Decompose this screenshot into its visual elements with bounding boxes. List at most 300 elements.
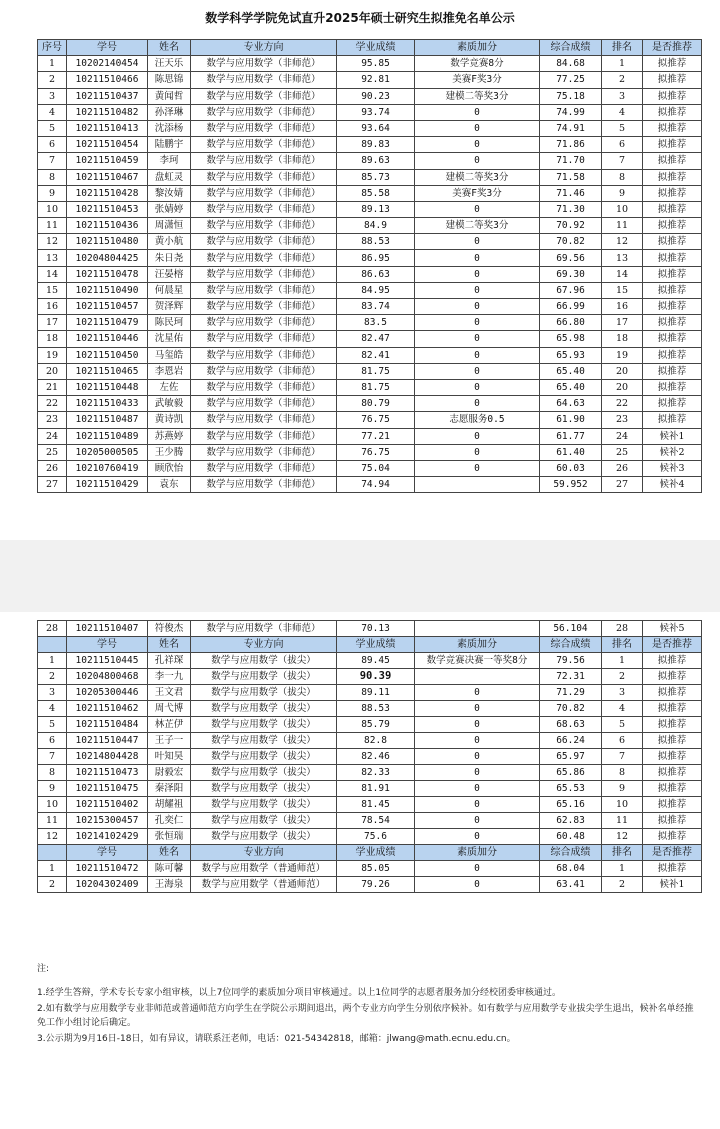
score-cell: 85.58 xyxy=(337,185,415,201)
bonus-cell: 0 xyxy=(415,120,540,136)
major-cell: 数学与应用数学（非师范） xyxy=(191,315,337,331)
header-cell: 是否推荐 xyxy=(643,40,702,56)
total-cell: 65.16 xyxy=(540,797,602,813)
table-row xyxy=(38,653,702,669)
status-cell: 拟推荐 xyxy=(643,56,702,72)
total-cell: 71.86 xyxy=(540,137,602,153)
score-cell: 75.6 xyxy=(337,829,415,845)
table-row xyxy=(38,733,702,749)
total-cell: 61.90 xyxy=(540,412,602,428)
status-cell: 拟推荐 xyxy=(643,266,702,282)
name-cell: 叶知昊 xyxy=(148,749,191,765)
seq-cell: 1 xyxy=(38,861,67,877)
notes-section xyxy=(37,962,697,1048)
name-cell: 周潇恒 xyxy=(148,218,191,234)
major-cell: 数学与应用数学（拔尖） xyxy=(191,701,337,717)
name-cell: 周弋博 xyxy=(148,701,191,717)
total-cell: 71.58 xyxy=(540,169,602,185)
major-cell: 数学与应用数学（非师范） xyxy=(191,88,337,104)
table-row xyxy=(38,282,702,298)
status-cell: 拟推荐 xyxy=(643,218,702,234)
id-cell: 10204302409 xyxy=(67,877,148,893)
name-cell: 汪晏榕 xyxy=(148,266,191,282)
status-cell: 拟推荐 xyxy=(643,733,702,749)
seq-cell: 12 xyxy=(38,829,67,845)
id-cell: 10211510436 xyxy=(67,218,148,234)
rank-cell: 25 xyxy=(602,444,643,460)
rank-cell: 14 xyxy=(602,266,643,282)
name-cell: 汪天乐 xyxy=(148,56,191,72)
seq-cell: 11 xyxy=(38,813,67,829)
bonus-cell: 0 xyxy=(415,685,540,701)
score-cell: 92.81 xyxy=(337,72,415,88)
total-cell: 68.04 xyxy=(540,861,602,877)
status-cell: 拟推荐 xyxy=(643,412,702,428)
name-cell: 朱日尧 xyxy=(148,250,191,266)
name-cell: 符俊杰 xyxy=(148,621,191,637)
name-cell: 秦泽阳 xyxy=(148,781,191,797)
total-cell: 77.25 xyxy=(540,72,602,88)
table-row xyxy=(38,669,702,685)
total-cell: 60.03 xyxy=(540,460,602,476)
total-cell: 65.40 xyxy=(540,363,602,379)
seq-cell: 14 xyxy=(38,266,67,282)
header-cell: 素质加分 xyxy=(415,637,540,653)
major-cell: 数学与应用数学（非师范） xyxy=(191,396,337,412)
table-row xyxy=(38,56,702,72)
status-cell: 拟推荐 xyxy=(643,234,702,250)
name-cell: 尉毅宏 xyxy=(148,765,191,781)
seq-cell: 10 xyxy=(38,201,67,217)
bonus-cell: 美赛F奖3分 xyxy=(415,72,540,88)
total-cell: 61.40 xyxy=(540,444,602,460)
major-cell: 数学与应用数学（非师范） xyxy=(191,428,337,444)
id-cell: 10211510433 xyxy=(67,396,148,412)
name-cell: 林芷伊 xyxy=(148,717,191,733)
score-cell: 81.45 xyxy=(337,797,415,813)
header-cell: 综合成绩 xyxy=(540,40,602,56)
name-cell: 胡耀祖 xyxy=(148,797,191,813)
major-cell: 数学与应用数学（非师范） xyxy=(191,72,337,88)
table-row xyxy=(38,685,702,701)
bonus-cell: 0 xyxy=(415,282,540,298)
bonus-cell: 建模二等奖3分 xyxy=(415,169,540,185)
seq-cell: 27 xyxy=(38,477,67,493)
id-cell: 10211510465 xyxy=(67,363,148,379)
score-cell: 85.73 xyxy=(337,169,415,185)
name-cell: 左佐 xyxy=(148,379,191,395)
rank-cell: 1 xyxy=(602,653,643,669)
total-cell: 61.77 xyxy=(540,428,602,444)
seq-cell: 23 xyxy=(38,412,67,428)
name-cell: 何晨星 xyxy=(148,282,191,298)
total-cell: 70.92 xyxy=(540,218,602,234)
major-cell: 数学与应用数学（普通师范） xyxy=(191,861,337,877)
rank-cell: 28 xyxy=(602,621,643,637)
table-row xyxy=(38,104,702,120)
seq-cell: 3 xyxy=(38,88,67,104)
bonus-cell xyxy=(415,669,540,685)
rank-cell: 17 xyxy=(602,315,643,331)
table-row xyxy=(38,621,702,637)
header-cell: 是否推荐 xyxy=(643,637,702,653)
name-cell: 陈可馨 xyxy=(148,861,191,877)
header-row xyxy=(38,637,702,653)
header-cell: 学号 xyxy=(67,845,148,861)
bonus-cell: 0 xyxy=(415,299,540,315)
bonus-cell: 志愿服务0.5 xyxy=(415,412,540,428)
seq-cell: 1 xyxy=(38,653,67,669)
bonus-cell: 0 xyxy=(415,877,540,893)
id-cell: 10214102429 xyxy=(67,829,148,845)
id-cell: 10211510489 xyxy=(67,428,148,444)
name-cell: 李珂 xyxy=(148,153,191,169)
total-cell: 68.63 xyxy=(540,717,602,733)
rank-cell: 2 xyxy=(602,72,643,88)
major-cell: 数学与应用数学（拔尖） xyxy=(191,685,337,701)
seq-cell: 7 xyxy=(38,749,67,765)
id-cell: 10205300446 xyxy=(67,685,148,701)
name-cell: 黄小航 xyxy=(148,234,191,250)
id-cell: 10211510429 xyxy=(67,477,148,493)
major-cell: 数学与应用数学（拔尖） xyxy=(191,717,337,733)
total-cell: 71.46 xyxy=(540,185,602,201)
rank-cell: 5 xyxy=(602,120,643,136)
header-cell: 序号 xyxy=(38,40,67,56)
score-cell: 85.05 xyxy=(337,861,415,877)
score-cell: 89.83 xyxy=(337,137,415,153)
id-cell: 10211510466 xyxy=(67,72,148,88)
table-row xyxy=(38,701,702,717)
seq-cell: 9 xyxy=(38,185,67,201)
status-cell: 拟推荐 xyxy=(643,137,702,153)
name-cell: 武敏毅 xyxy=(148,396,191,412)
score-cell: 81.91 xyxy=(337,781,415,797)
seq-cell: 5 xyxy=(38,717,67,733)
status-cell: 候补2 xyxy=(643,444,702,460)
header-cell: 姓名 xyxy=(148,40,191,56)
table-row xyxy=(38,477,702,493)
table-non-normal xyxy=(37,39,702,493)
rank-cell: 8 xyxy=(602,765,643,781)
bonus-cell: 0 xyxy=(415,347,540,363)
header-cell: 姓名 xyxy=(148,845,191,861)
seq-cell: 2 xyxy=(38,72,67,88)
major-cell: 数学与应用数学（非师范） xyxy=(191,201,337,217)
score-cell: 82.33 xyxy=(337,765,415,781)
major-cell: 数学与应用数学（非师范） xyxy=(191,444,337,460)
major-cell: 数学与应用数学（非师范） xyxy=(191,460,337,476)
bonus-cell: 0 xyxy=(415,733,540,749)
major-cell: 数学与应用数学（非师范） xyxy=(191,104,337,120)
id-cell: 10211510482 xyxy=(67,104,148,120)
score-cell: 88.53 xyxy=(337,701,415,717)
status-cell: 候补4 xyxy=(643,477,702,493)
bonus-cell: 0 xyxy=(415,363,540,379)
total-cell: 75.18 xyxy=(540,88,602,104)
id-cell: 10211510454 xyxy=(67,137,148,153)
major-cell: 数学与应用数学（拔尖） xyxy=(191,653,337,669)
name-cell: 孔祥琛 xyxy=(148,653,191,669)
id-cell: 10204800468 xyxy=(67,669,148,685)
header-cell: 姓名 xyxy=(148,637,191,653)
page-gap xyxy=(0,540,720,612)
total-cell: 59.952 xyxy=(540,477,602,493)
name-cell: 陈思锦 xyxy=(148,72,191,88)
total-cell: 67.96 xyxy=(540,282,602,298)
rank-cell: 11 xyxy=(602,813,643,829)
table-row xyxy=(38,218,702,234)
seq-cell: 8 xyxy=(38,169,67,185)
table-row xyxy=(38,363,702,379)
bonus-cell: 0 xyxy=(415,428,540,444)
total-cell: 70.82 xyxy=(540,234,602,250)
note-item-1: 1.经学生答辩，学术专长专家小组审核，以上7位同学的素质加分项目审核通过。以上1位同学的志愿者服务加分经校团委审核通过。 xyxy=(37,988,562,998)
table-row xyxy=(38,266,702,282)
major-cell: 数学与应用数学（拔尖） xyxy=(191,733,337,749)
seq-cell: 11 xyxy=(38,218,67,234)
seq-cell: 18 xyxy=(38,331,67,347)
id-cell: 10211510480 xyxy=(67,234,148,250)
name-cell: 张恒瑞 xyxy=(148,829,191,845)
status-cell: 拟推荐 xyxy=(643,315,702,331)
table-row xyxy=(38,428,702,444)
name-cell: 黄诗凯 xyxy=(148,412,191,428)
seq-cell: 2 xyxy=(38,669,67,685)
page-two xyxy=(0,612,720,1129)
table-row xyxy=(38,185,702,201)
bonus-cell: 0 xyxy=(415,861,540,877)
status-cell: 拟推荐 xyxy=(643,153,702,169)
score-cell: 82.46 xyxy=(337,749,415,765)
id-cell: 10211510490 xyxy=(67,282,148,298)
total-cell: 65.98 xyxy=(540,331,602,347)
table-row xyxy=(38,234,702,250)
header-cell: 综合成绩 xyxy=(540,637,602,653)
seq-cell: 16 xyxy=(38,299,67,315)
score-cell: 93.74 xyxy=(337,104,415,120)
bonus-cell: 0 xyxy=(415,444,540,460)
rank-cell: 5 xyxy=(602,717,643,733)
bonus-cell: 0 xyxy=(415,701,540,717)
rank-cell: 20 xyxy=(602,363,643,379)
status-cell: 拟推荐 xyxy=(643,72,702,88)
seq-cell: 25 xyxy=(38,444,67,460)
status-cell: 拟推荐 xyxy=(643,331,702,347)
seq-cell: 24 xyxy=(38,428,67,444)
major-cell: 数学与应用数学（非师范） xyxy=(191,218,337,234)
table-row xyxy=(38,250,702,266)
total-cell: 84.68 xyxy=(540,56,602,72)
major-cell: 数学与应用数学（非师范） xyxy=(191,250,337,266)
major-cell: 数学与应用数学（非师范） xyxy=(191,299,337,315)
status-cell: 拟推荐 xyxy=(643,765,702,781)
score-cell: 89.45 xyxy=(337,653,415,669)
bonus-cell: 0 xyxy=(415,201,540,217)
major-cell: 数学与应用数学（非师范） xyxy=(191,412,337,428)
seq-cell: 3 xyxy=(38,685,67,701)
major-cell: 数学与应用数学（非师范） xyxy=(191,56,337,72)
score-cell: 82.8 xyxy=(337,733,415,749)
rank-cell: 9 xyxy=(602,185,643,201)
rank-cell: 6 xyxy=(602,733,643,749)
total-cell: 66.24 xyxy=(540,733,602,749)
id-cell: 10211510448 xyxy=(67,379,148,395)
rank-cell: 12 xyxy=(602,829,643,845)
total-cell: 69.56 xyxy=(540,250,602,266)
table-row xyxy=(38,717,702,733)
id-cell: 10211510457 xyxy=(67,299,148,315)
score-cell: 93.64 xyxy=(337,120,415,136)
rank-cell: 7 xyxy=(602,153,643,169)
score-cell: 79.26 xyxy=(337,877,415,893)
score-cell: 95.85 xyxy=(337,56,415,72)
status-cell: 拟推荐 xyxy=(643,653,702,669)
bonus-cell: 0 xyxy=(415,104,540,120)
header-cell: 素质加分 xyxy=(415,40,540,56)
id-cell: 10211510484 xyxy=(67,717,148,733)
id-cell: 10211510462 xyxy=(67,701,148,717)
table-row xyxy=(38,88,702,104)
status-cell: 拟推荐 xyxy=(643,379,702,395)
header-cell: 学号 xyxy=(67,40,148,56)
status-cell: 拟推荐 xyxy=(643,861,702,877)
major-cell: 数学与应用数学（非师范） xyxy=(191,153,337,169)
header-cell: 学业成绩 xyxy=(337,40,415,56)
id-cell: 10205000505 xyxy=(67,444,148,460)
note-item-3: 3.公示期为9月16日-18日，如有异议，请联系汪老师，电话：021-54342818，邮箱：jlwang@math.ecnu.edu.cn。 xyxy=(37,1034,516,1044)
table-row xyxy=(38,299,702,315)
name-cell: 黄闻哲 xyxy=(148,88,191,104)
score-cell: 76.75 xyxy=(337,444,415,460)
id-cell: 10211510450 xyxy=(67,347,148,363)
seq-cell: 5 xyxy=(38,120,67,136)
major-cell: 数学与应用数学（拔尖） xyxy=(191,813,337,829)
score-cell: 90.23 xyxy=(337,88,415,104)
score-cell: 80.79 xyxy=(337,396,415,412)
table-row xyxy=(38,201,702,217)
bonus-cell: 数学竞赛8分 xyxy=(415,56,540,72)
table-row xyxy=(38,797,702,813)
name-cell: 沈添杨 xyxy=(148,120,191,136)
name-cell: 陈民珂 xyxy=(148,315,191,331)
bonus-cell: 0 xyxy=(415,829,540,845)
rank-cell: 18 xyxy=(602,331,643,347)
id-cell: 10211510475 xyxy=(67,781,148,797)
name-cell: 王少腾 xyxy=(148,444,191,460)
seq-cell: 21 xyxy=(38,379,67,395)
bonus-cell: 美赛F奖3分 xyxy=(415,185,540,201)
status-cell: 拟推荐 xyxy=(643,797,702,813)
major-cell: 数学与应用数学（拔尖） xyxy=(191,749,337,765)
status-cell: 拟推荐 xyxy=(643,250,702,266)
seq-cell: 7 xyxy=(38,153,67,169)
status-cell: 拟推荐 xyxy=(643,813,702,829)
rank-cell: 6 xyxy=(602,137,643,153)
header-cell: 排名 xyxy=(602,637,643,653)
total-cell: 74.91 xyxy=(540,120,602,136)
total-cell: 69.30 xyxy=(540,266,602,282)
bonus-cell: 0 xyxy=(415,813,540,829)
status-cell: 拟推荐 xyxy=(643,120,702,136)
bonus-cell: 0 xyxy=(415,396,540,412)
total-cell: 63.41 xyxy=(540,877,602,893)
table-row xyxy=(38,379,702,395)
seq-cell: 22 xyxy=(38,396,67,412)
bonus-cell: 0 xyxy=(415,717,540,733)
status-cell: 拟推荐 xyxy=(643,717,702,733)
seq-cell: 1 xyxy=(38,56,67,72)
total-cell: 66.99 xyxy=(540,299,602,315)
header-cell: 是否推荐 xyxy=(643,845,702,861)
major-cell: 数学与应用数学（非师范） xyxy=(191,347,337,363)
seq-cell: 6 xyxy=(38,137,67,153)
status-cell: 拟推荐 xyxy=(643,104,702,120)
header-cell: 素质加分 xyxy=(415,845,540,861)
major-cell: 数学与应用数学（普通师范） xyxy=(191,877,337,893)
status-cell: 拟推荐 xyxy=(643,749,702,765)
score-cell: 85.79 xyxy=(337,717,415,733)
major-cell: 数学与应用数学（非师范） xyxy=(191,477,337,493)
table-row xyxy=(38,765,702,781)
header-cell-empty xyxy=(38,637,67,653)
rank-cell: 20 xyxy=(602,379,643,395)
table-row xyxy=(38,813,702,829)
bonus-cell: 0 xyxy=(415,137,540,153)
rank-cell: 10 xyxy=(602,201,643,217)
status-cell: 拟推荐 xyxy=(643,829,702,845)
name-cell: 李一九 xyxy=(148,669,191,685)
major-cell: 数学与应用数学（拔尖） xyxy=(191,781,337,797)
name-cell: 沈星佑 xyxy=(148,331,191,347)
table-row xyxy=(38,781,702,797)
header-cell: 学业成绩 xyxy=(337,845,415,861)
score-cell: 84.95 xyxy=(337,282,415,298)
bonus-cell: 0 xyxy=(415,153,540,169)
id-cell: 10211510402 xyxy=(67,797,148,813)
id-cell: 10211510446 xyxy=(67,331,148,347)
seq-cell: 28 xyxy=(38,621,67,637)
rank-cell: 16 xyxy=(602,299,643,315)
bonus-cell: 0 xyxy=(415,234,540,250)
name-cell: 苏燕婷 xyxy=(148,428,191,444)
table-row xyxy=(38,153,702,169)
header-cell: 排名 xyxy=(602,845,643,861)
id-cell: 10211510447 xyxy=(67,733,148,749)
table-row xyxy=(38,861,702,877)
name-cell: 孔奕仁 xyxy=(148,813,191,829)
rank-cell: 2 xyxy=(602,669,643,685)
seq-cell: 10 xyxy=(38,797,67,813)
rank-cell: 24 xyxy=(602,428,643,444)
header-cell: 专业方向 xyxy=(191,845,337,861)
name-cell: 王子一 xyxy=(148,733,191,749)
rank-cell: 1 xyxy=(602,861,643,877)
table-row xyxy=(38,412,702,428)
score-cell: 90.39 xyxy=(337,669,415,685)
table-row xyxy=(38,829,702,845)
bonus-cell: 0 xyxy=(415,250,540,266)
total-cell: 72.31 xyxy=(540,669,602,685)
seq-cell: 9 xyxy=(38,781,67,797)
major-cell: 数学与应用数学（非师范） xyxy=(191,120,337,136)
name-cell: 马玺皓 xyxy=(148,347,191,363)
name-cell: 黎汝婧 xyxy=(148,185,191,201)
name-cell: 李恩岩 xyxy=(148,363,191,379)
rank-cell: 27 xyxy=(602,477,643,493)
total-cell: 71.30 xyxy=(540,201,602,217)
table-row xyxy=(38,137,702,153)
